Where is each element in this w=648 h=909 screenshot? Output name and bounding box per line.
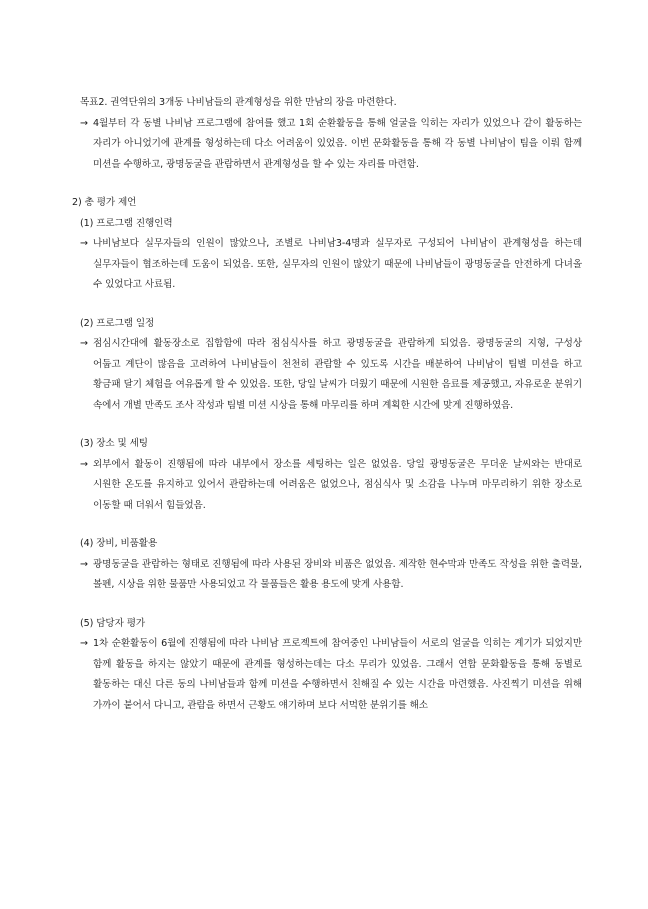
item-body-equipment-text: 광명동굴을 관람하는 형태로 진행됨에 따라 사용된 장비와 비품은 없었음. 제작한 현수막과 만족도 작성을 위한 출력물, 볼펜, 시상을 위한 물품만 사용되었고 각 물품들은 활용 용도에 맞게 사용함. xyxy=(93,558,582,590)
item-body-evaluation xyxy=(80,634,582,716)
item-body-venue xyxy=(80,455,582,517)
item-heading-evaluation: (5) 담당자 평가 xyxy=(80,617,146,629)
goal-description-text: 4월부터 각 동별 나비남 프로그램에 참여를 했고 1회 순환활동을 통해 얼굴을 익히는 자리가 있었으나 같이 활동하는 자리가 아니었기에 관계를 형성하는데 다소 어려움이 있었음. 이번 문화활동을 통해 각 동별 나비남이 팀을 이뤄 함께 미션을 수행하고, 광명동굴을 관람하면서 관계형성을 할 수 있는 자리를 마련함. xyxy=(93,117,582,170)
goal-description xyxy=(80,114,582,176)
arrow-icon: → xyxy=(80,117,88,129)
item-body-staff xyxy=(80,234,582,296)
arrow-icon: → xyxy=(80,638,88,649)
item-heading-schedule: (2) 프로그램 일정 xyxy=(80,317,155,329)
item-body-schedule xyxy=(80,334,582,416)
item-body-equipment xyxy=(80,555,582,596)
arrow-icon: → xyxy=(80,458,88,470)
arrow-icon: → xyxy=(80,238,88,249)
section-title: 2) 총 평가 제언 xyxy=(72,197,137,208)
item-body-schedule-text: 점심시간대에 활동장소로 집합함에 따라 점심식사를 하고 광명동굴을 관람하게 되었음. 광명동굴의 지형, 구성상 어둡고 계단이 많음을 고려하여 나비남들이 천천히 관람할 수 있도록 시간을 배분하여 나비남이 팀별 미션을 하고 황금패 달기 체험을 여유롭게 할 수 있었음. 또한, 당일 날씨가 더웠기 때문에 시원한 음료를 제공했고, 자유로운 분위기 속에서 개별 만족도 조사 작성과 팀별 미션 시상을 통해 마무리를 하며 계획한 시간에 맞게 진행하였음. xyxy=(93,338,582,411)
item-body-venue-text: 외부에서 활동이 진행됨에 따라 내부에서 장소를 세팅하는 일은 없었음. 당일 광명동굴은 무더운 날씨와는 반대로 시원한 온도를 유지하고 있어서 관람하는데 어려움은 없었으나, 점심식사 및 소감을 나누며 마무리하기 위한 장소로 이동할 때 더워서 힘들었음. xyxy=(93,458,582,511)
document-body xyxy=(72,93,582,716)
item-heading-venue: (3) 장소 및 세팅 xyxy=(80,438,148,449)
item-body-evaluation-text: 1차 순환활동이 6월에 진행됨에 따라 나비남 프로젝트에 참여중인 나비남들이 서로의 얼굴을 익히는 계기가 되었지만 함께 활동을 하지는 않았기 때문에 관계를 형성하는데는 다소 무리가 있었음. 그래서 연합 문화활동을 통해 동별로 활동하는 대신 다른 동의 나비남들과 함께 미션을 수행하면서 친해질 수 있는 시간을 마련했음. 사진찍기 미션을 위해 가까이 붙어서 다니고, 관람을 하면서 근황도 얘기하며 보다 서먹한 분위기를 해소 xyxy=(93,638,582,711)
item-heading-staff: (1) 프로그램 진행인력 xyxy=(80,217,173,229)
arrow-icon: → xyxy=(80,558,88,570)
arrow-icon: → xyxy=(80,338,88,349)
item-heading-equipment: (4) 장비, 비품활용 xyxy=(80,538,158,549)
goal-title: 목표2. 권역단위의 3개동 나비남들의 관계형성을 위한 만남의 장을 마련한다. xyxy=(80,97,397,108)
item-body-staff-text: 나비남보다 실무자들의 인원이 많았으나, 조별로 나비남3-4명과 실무자로 구성되어 나비남이 관계형성을 하는데 실무자들이 협조하는데 도움이 되었음. 또한, 실무자의 인원이 많았기 때문에 나비남들이 광명동굴을 안전하게 다녀올 수 있었다고 사료됨. xyxy=(93,238,582,290)
